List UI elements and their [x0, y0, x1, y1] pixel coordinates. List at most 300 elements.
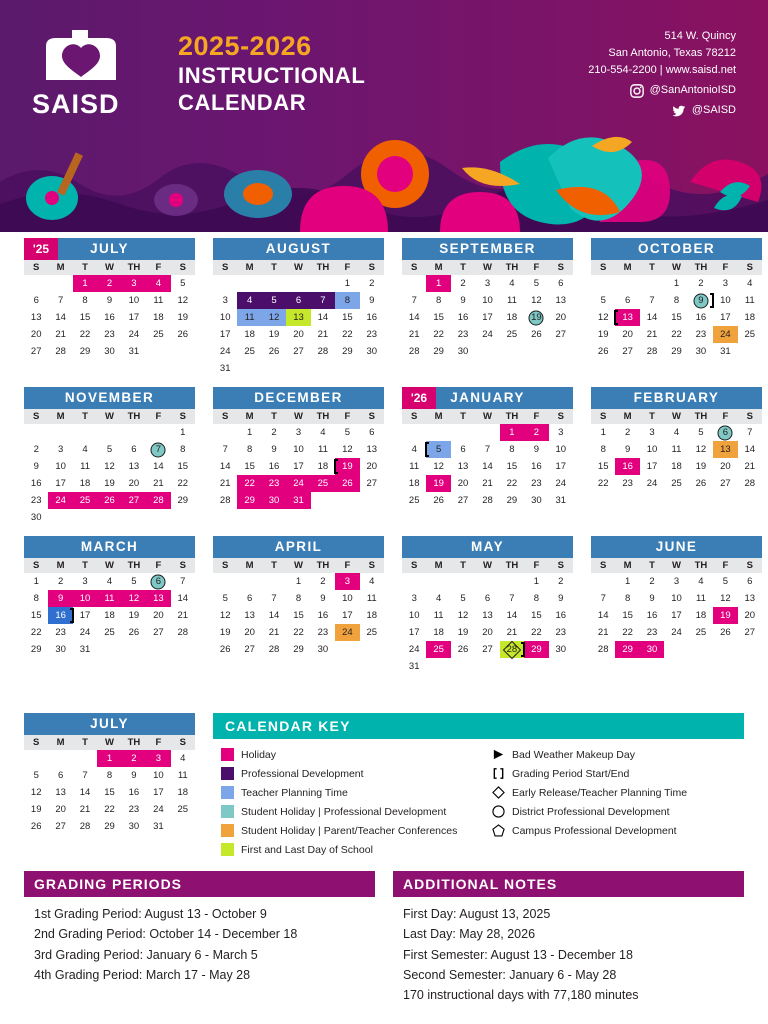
day-number: 9 — [320, 593, 326, 604]
day-number: 12 — [531, 295, 542, 306]
day-number: 24 — [342, 627, 353, 638]
day-cell — [48, 458, 72, 475]
address-line: 514 W. Quincy — [664, 30, 736, 42]
day-cell — [591, 624, 615, 641]
key-label: Bad Weather Makeup Day — [512, 748, 635, 761]
day-cell — [122, 784, 146, 801]
day-cell — [73, 573, 97, 590]
day-cell — [591, 309, 615, 326]
day-number: 17 — [646, 461, 658, 472]
day-cell — [286, 573, 310, 590]
day-number: 30 — [104, 346, 115, 357]
day-cell — [48, 801, 72, 818]
day-cell — [171, 475, 195, 492]
day-number: 31 — [720, 346, 731, 357]
days-grid — [24, 573, 195, 658]
day-cell — [286, 475, 310, 492]
day-number: 11 — [244, 312, 255, 323]
day-number: 3 — [57, 444, 64, 455]
day-cell — [713, 624, 737, 641]
day-number: 9 — [460, 295, 466, 306]
day-cell — [475, 441, 499, 458]
month-header — [402, 536, 573, 558]
day-number: 7 — [180, 576, 186, 587]
day-cell — [689, 292, 713, 309]
key-color-item — [213, 802, 483, 821]
day-number: 1 — [295, 576, 302, 587]
day-cell — [402, 658, 426, 675]
day-cell — [713, 441, 737, 458]
weekday-label: TH — [505, 560, 519, 571]
day-number: 20 — [293, 329, 304, 340]
grading-period-line: 1st Grading Period: August 13 - October 9 — [34, 907, 267, 921]
day-number: 2 — [649, 576, 655, 587]
day-number: 25 — [244, 346, 255, 357]
instagram-handle: @SanAntonioISD — [649, 84, 736, 97]
day-cell — [664, 590, 688, 607]
day-number: 10 — [293, 444, 304, 455]
days-grid — [402, 573, 573, 675]
day-cell — [689, 590, 713, 607]
day-cell — [426, 458, 450, 475]
day-number: 31 — [555, 495, 567, 506]
day-cell — [549, 641, 573, 658]
day-number: 30 — [128, 821, 140, 832]
day-number: 4 — [82, 444, 88, 455]
weekday-label: S — [222, 262, 229, 273]
day-cell — [549, 309, 573, 326]
day-number: 24 — [408, 644, 420, 655]
day-number: 28 — [79, 821, 91, 832]
day-number: 22 — [79, 329, 91, 340]
calendar-key-color-list — [213, 745, 483, 859]
day-cell — [524, 441, 548, 458]
day-number: 17 — [219, 329, 231, 340]
day-number: 14 — [482, 461, 493, 472]
day-number: 10 — [55, 461, 66, 472]
key-label: Grading Period Start/End — [512, 767, 630, 780]
empty-cell — [97, 424, 121, 441]
day-number: 19 — [104, 478, 115, 489]
day-cell — [360, 275, 384, 292]
day-number: 27 — [622, 346, 633, 357]
day-number: 1 — [600, 427, 606, 438]
weekday-header-row — [24, 558, 195, 573]
month-header — [402, 238, 573, 260]
day-number: 21 — [268, 627, 280, 638]
day-number: 29 — [244, 495, 255, 506]
day-number: 8 — [624, 593, 631, 604]
twitter-row[interactable] — [588, 102, 736, 119]
day-cell — [48, 607, 72, 624]
day-cell — [213, 607, 237, 624]
day-number: 9 — [271, 444, 277, 455]
day-number: 18 — [744, 312, 756, 323]
day-cell — [146, 767, 170, 784]
month-name: JUNE — [655, 539, 698, 554]
day-cell — [335, 573, 359, 590]
day-cell — [73, 309, 97, 326]
day-cell — [311, 624, 335, 641]
weekday-label: TH — [694, 262, 708, 273]
day-cell — [73, 590, 97, 607]
day-number: 30 — [457, 346, 469, 357]
day-number: 1 — [624, 576, 631, 587]
day-cell — [97, 309, 121, 326]
day-cell — [549, 607, 573, 624]
day-number: 29 — [293, 644, 304, 655]
day-number: 10 — [153, 770, 164, 781]
day-number: 17 — [79, 610, 91, 621]
day-cell — [122, 767, 146, 784]
year-tag: '26 — [402, 387, 436, 409]
weekday-label: TH — [316, 560, 330, 571]
day-number: 13 — [153, 593, 164, 604]
day-number: 13 — [55, 787, 66, 798]
empty-cell — [48, 424, 72, 441]
day-number: 1 — [33, 576, 39, 587]
day-number: 20 — [128, 478, 140, 489]
day-cell — [549, 458, 573, 475]
instagram-row[interactable] — [588, 82, 736, 99]
weekday-label: W — [483, 560, 492, 571]
day-cell — [500, 641, 524, 658]
day-number: 4 — [673, 427, 680, 438]
day-cell — [615, 326, 639, 343]
day-cell — [426, 343, 450, 360]
day-cell — [591, 590, 615, 607]
weekday-label: S — [33, 560, 40, 571]
day-number: 30 — [366, 346, 378, 357]
day-cell — [122, 309, 146, 326]
weekday-label: S — [746, 262, 753, 273]
day-cell — [97, 343, 121, 360]
day-cell — [237, 624, 261, 641]
day-number: 1 — [106, 753, 113, 764]
day-cell — [171, 750, 195, 767]
empty-cell — [262, 573, 286, 590]
day-cell — [122, 275, 146, 292]
day-number: 3 — [131, 278, 137, 289]
day-cell — [402, 326, 426, 343]
day-number: 15 — [622, 610, 633, 621]
day-number: 26 — [104, 495, 115, 506]
additional-note-line: 170 instructional days with 77,180 minutes — [403, 988, 639, 1002]
empty-cell — [475, 573, 499, 590]
day-cell — [48, 573, 72, 590]
day-cell — [24, 292, 48, 309]
day-cell — [122, 343, 146, 360]
day-cell — [146, 292, 170, 309]
weekday-label: W — [672, 560, 681, 571]
month-july — [24, 238, 195, 377]
day-cell — [640, 573, 664, 590]
day-cell — [237, 458, 261, 475]
month-header — [24, 536, 195, 558]
day-cell — [549, 590, 573, 607]
empty-cell — [24, 424, 48, 441]
day-number: 8 — [435, 295, 442, 306]
day-number: 15 — [531, 610, 542, 621]
day-cell — [360, 326, 384, 343]
day-cell — [615, 607, 639, 624]
day-number: 3 — [484, 278, 491, 289]
day-cell — [73, 326, 97, 343]
day-number: 10 — [79, 593, 91, 604]
day-cell — [171, 801, 195, 818]
key-symbol-item — [483, 802, 744, 821]
day-cell — [73, 784, 97, 801]
day-number: 30 — [531, 495, 542, 506]
day-cell — [171, 607, 195, 624]
day-cell — [475, 641, 499, 658]
key-label: Holiday — [241, 748, 277, 761]
day-cell — [237, 607, 261, 624]
day-cell — [402, 475, 426, 492]
day-number: 1 — [435, 278, 442, 289]
day-number: 22 — [671, 329, 682, 340]
day-number: 23 — [531, 478, 542, 489]
day-cell — [311, 309, 335, 326]
empty-cell — [24, 275, 48, 292]
day-cell — [335, 343, 359, 360]
day-number: 9 — [33, 461, 39, 472]
day-number: 27 — [720, 478, 731, 489]
day-cell — [146, 492, 170, 509]
day-number: 26 — [342, 478, 353, 489]
day-number: 17 — [720, 312, 731, 323]
day-number: 24 — [671, 627, 682, 638]
month-june — [591, 536, 762, 675]
day-number: 27 — [30, 346, 42, 357]
day-number: 11 — [153, 295, 164, 306]
weekday-label: M — [623, 411, 632, 422]
day-cell — [48, 641, 72, 658]
day-cell — [213, 309, 237, 326]
empty-cell — [237, 573, 261, 590]
day-cell — [549, 275, 573, 292]
weekday-label: M — [56, 262, 65, 273]
info-panels — [24, 871, 744, 1005]
day-cell — [640, 292, 664, 309]
month-july — [24, 713, 195, 835]
day-cell — [122, 492, 146, 509]
day-number: 13 — [128, 461, 140, 472]
day-cell — [426, 292, 450, 309]
day-cell — [262, 424, 286, 441]
day-number: 2 — [460, 278, 466, 289]
phone-website-line[interactable]: 210-554-2200 | www.saisd.net — [588, 64, 736, 77]
day-cell — [738, 292, 762, 309]
day-number: 14 — [79, 787, 91, 798]
day-cell — [524, 624, 548, 641]
day-cell — [122, 573, 146, 590]
weekday-label: S — [557, 411, 564, 422]
day-cell — [689, 275, 713, 292]
day-number: 13 — [30, 312, 42, 323]
day-cell — [171, 458, 195, 475]
day-number: 18 — [153, 312, 164, 323]
weekday-label: W — [294, 560, 303, 571]
day-cell — [311, 424, 335, 441]
day-cell — [426, 641, 450, 658]
day-cell — [738, 309, 762, 326]
day-cell — [97, 767, 121, 784]
day-cell — [73, 801, 97, 818]
day-cell — [689, 309, 713, 326]
month-header — [24, 387, 195, 409]
month-name: AUGUST — [265, 241, 332, 256]
weekday-header-row — [24, 260, 195, 275]
day-cell — [24, 590, 48, 607]
day-cell — [640, 343, 664, 360]
weekday-header-row — [402, 558, 573, 573]
day-number: 25 — [104, 627, 115, 638]
day-number: 13 — [744, 593, 756, 604]
day-number: 2 — [271, 427, 277, 438]
day-number: 12 — [342, 444, 353, 455]
day-cell — [48, 492, 72, 509]
day-cell — [689, 343, 713, 360]
day-cell — [122, 458, 146, 475]
weekday-label: T — [82, 262, 88, 273]
weekday-label: M — [245, 560, 254, 571]
day-number: 14 — [646, 312, 658, 323]
day-cell — [591, 607, 615, 624]
day-cell — [171, 326, 195, 343]
day-cell — [475, 326, 499, 343]
day-number: 19 — [219, 627, 231, 638]
weekday-label: TH — [505, 411, 519, 422]
day-number: 12 — [268, 312, 280, 323]
day-cell — [738, 475, 762, 492]
grading-period-start-bracket — [614, 310, 618, 325]
days-grid — [24, 750, 195, 835]
day-cell — [500, 475, 524, 492]
day-cell — [451, 492, 475, 509]
day-cell — [335, 326, 359, 343]
day-cell — [97, 590, 121, 607]
day-cell — [97, 326, 121, 343]
day-number: 27 — [55, 821, 66, 832]
day-number: 20 — [720, 461, 731, 472]
day-number: 25 — [671, 478, 682, 489]
empty-cell — [591, 573, 615, 590]
day-number: 31 — [153, 821, 164, 832]
day-cell — [286, 641, 310, 658]
days-grid — [591, 424, 762, 492]
grading-period-line: 4th Grading Period: March 17 - May 28 — [34, 967, 251, 982]
weekday-label: M — [623, 560, 632, 571]
day-number: 22 — [622, 627, 633, 638]
day-number: 20 — [30, 329, 42, 340]
day-cell — [451, 275, 475, 292]
empty-cell — [48, 275, 72, 292]
day-number: 22 — [104, 804, 115, 815]
day-cell — [591, 458, 615, 475]
instagram-icon — [630, 84, 644, 98]
day-cell — [640, 441, 664, 458]
day-cell — [237, 292, 261, 309]
day-number: 3 — [344, 576, 350, 587]
day-number: 29 — [506, 495, 518, 506]
day-cell — [73, 641, 97, 658]
day-cell — [615, 441, 639, 458]
day-number: 2 — [369, 278, 375, 289]
weekday-label: W — [483, 262, 492, 273]
day-cell — [451, 641, 475, 658]
day-number: 11 — [695, 593, 706, 604]
day-number: 23 — [55, 627, 66, 638]
day-number: 11 — [177, 770, 188, 781]
empty-cell — [426, 424, 450, 441]
day-number: 28 — [408, 346, 420, 357]
day-cell — [24, 818, 48, 835]
day-number: 3 — [558, 427, 564, 438]
day-number: 31 — [219, 363, 231, 374]
day-cell — [451, 624, 475, 641]
weekday-label: T — [460, 262, 466, 273]
empty-cell — [475, 424, 499, 441]
day-cell — [713, 309, 737, 326]
title-block — [178, 32, 365, 117]
day-number: 22 — [293, 627, 304, 638]
day-number: 29 — [622, 644, 633, 655]
empty-cell — [213, 573, 237, 590]
color-swatch — [221, 824, 234, 837]
weekday-label: S — [557, 560, 564, 571]
day-cell — [451, 607, 475, 624]
day-number: 8 — [509, 444, 515, 455]
day-cell — [549, 441, 573, 458]
weekday-label: T — [460, 411, 466, 422]
day-cell — [171, 292, 195, 309]
day-number: 14 — [408, 312, 420, 323]
day-number: 26 — [433, 495, 444, 506]
key-label: Teacher Planning Time — [241, 786, 348, 799]
day-number: 20 — [55, 804, 66, 815]
empty-cell — [640, 275, 664, 292]
saisd-heart-logo-icon — [32, 26, 144, 82]
month-header — [213, 238, 384, 260]
empty-cell — [451, 424, 475, 441]
day-cell — [48, 767, 72, 784]
day-cell — [451, 309, 475, 326]
empty-cell — [286, 275, 310, 292]
day-number: 9 — [649, 593, 655, 604]
days-grid — [213, 424, 384, 509]
day-number: 29 — [342, 346, 353, 357]
day-cell — [311, 475, 335, 492]
day-cell — [122, 801, 146, 818]
day-number: 23 — [695, 329, 707, 340]
days-grid — [591, 573, 762, 658]
day-number: 7 — [600, 593, 606, 604]
day-cell — [402, 624, 426, 641]
day-number: 16 — [531, 461, 542, 472]
day-number: 7 — [271, 593, 277, 604]
day-cell — [335, 607, 359, 624]
color-swatch — [221, 843, 234, 856]
day-number: 4 — [106, 576, 113, 587]
day-number: 9 — [57, 593, 64, 604]
day-cell — [48, 343, 72, 360]
key-label: Campus Professional Development — [512, 824, 677, 837]
day-cell — [286, 458, 310, 475]
weekday-label: S — [33, 737, 40, 748]
empty-cell — [48, 750, 72, 767]
day-cell — [311, 590, 335, 607]
